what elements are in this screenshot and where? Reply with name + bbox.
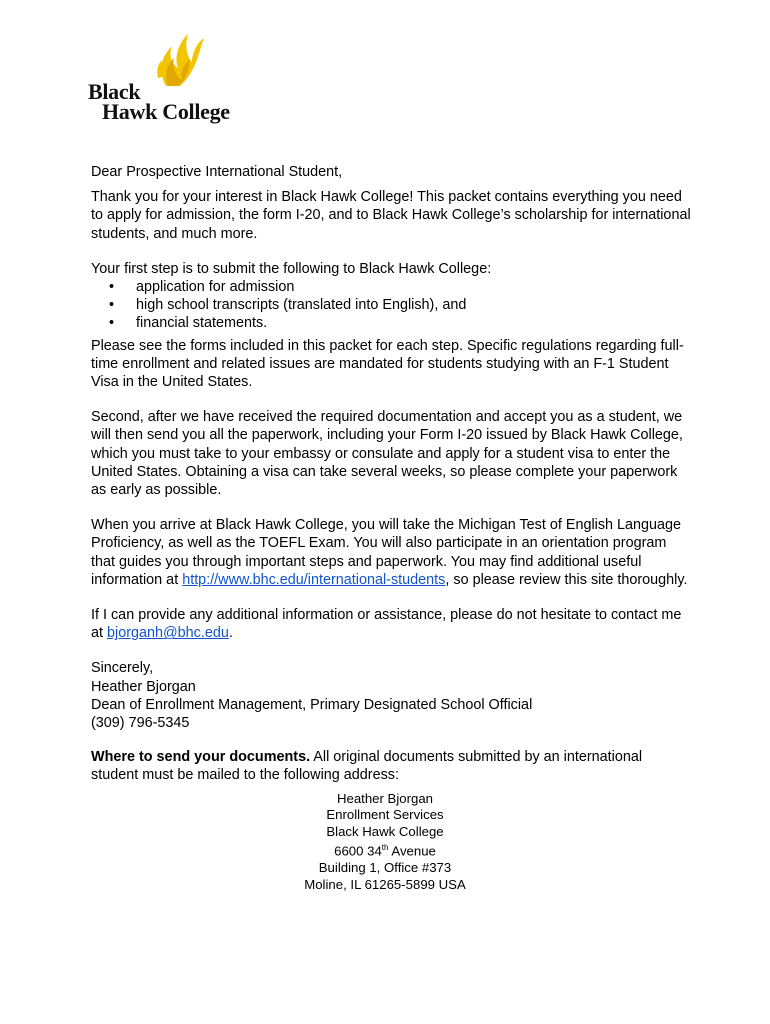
- mailing-address: [91, 791, 679, 893]
- arrival-text-end: , so please review this site thoroughly.: [445, 571, 688, 588]
- list-item: • high school transcripts (translated into English), and: [109, 296, 691, 314]
- address-building: Building 1, Office #373: [318, 860, 452, 876]
- international-students-link[interactable]: http://www.bhc.edu/international-students: [182, 571, 446, 588]
- forms-note-paragraph: Please see the forms included in this packet for each step. Specific regulations regarding full-time enrollment and related issues are mandated for students studying with an F-1 Student Visa in the United States.: [91, 337, 684, 391]
- logo-wordmark: [88, 79, 230, 124]
- address-name: Heather Bjorgan: [336, 790, 434, 806]
- street-suffix: th: [381, 843, 389, 853]
- street-name: Avenue: [388, 843, 436, 859]
- arrival-text: When you arrive at Black Hawk College, you will take the Michigan Test of English Language Proficiency, as well as the TOEFL Exam. You will also participate in an orientation program that guides you through important steps and paperwork. You may find additional useful information at: [91, 517, 682, 588]
- send-text: All original documents submitted by an international student must be mailed to the following address:: [91, 749, 643, 784]
- arrival-paragraph: [91, 516, 691, 589]
- address-city: Moline, IL 61265-5899 USA: [304, 876, 466, 892]
- second-step-paragraph: Second, after we have received the required documentation and accept you as a student, we will then send you all the paperwork, including your Form I-20 issued by Black Hawk College, which you must take to your embassy or consulate and apply for a student visa to enter the United States. Obtaining a visa can take several weeks, so please complete your paperwork as early as possible.: [91, 409, 683, 499]
- address-street: [91, 840, 679, 860]
- list-item: • financial statements.: [109, 314, 691, 332]
- steps-list: [91, 278, 691, 333]
- signer-title: Dean of Enrollment Management, Primary Designated School Official: [91, 696, 533, 713]
- address-school: Black Hawk College: [326, 823, 444, 839]
- logo-line-1: Black: [88, 79, 141, 104]
- contact-paragraph: [91, 606, 691, 642]
- email-link[interactable]: bjorganh@bhc.edu: [107, 625, 229, 642]
- contact-text-end: .: [228, 625, 233, 642]
- signer-phone: (309) 796-5345: [91, 715, 190, 732]
- closing: Sincerely,: [91, 660, 154, 677]
- college-logo: [88, 28, 238, 132]
- address-dept: Enrollment Services: [326, 807, 444, 823]
- letter-body: [91, 163, 691, 893]
- signature-block: [91, 659, 691, 732]
- signer-name: Heather Bjorgan: [91, 678, 196, 695]
- send-paragraph: [91, 748, 691, 784]
- street-number: 6600 34: [334, 843, 382, 859]
- send-heading: Where to send your documents.: [91, 749, 311, 766]
- logo-line-2: Hawk College: [102, 99, 230, 124]
- contact-text: If I can provide any additional information or assistance, please do not hesitate to contact me at: [91, 607, 682, 642]
- intro-paragraph: Thank you for your interest in Black Hawk College! This packet contains everything you need to apply for admission, the form I-20, and to Black Hawk College’s scholarship for international students, and much more.: [91, 189, 691, 242]
- first-step-paragraph: Your first step is to submit the following to Black Hawk College:: [91, 260, 492, 277]
- list-item: • application for admission: [109, 278, 691, 296]
- greeting: Dear Prospective International Student,: [91, 164, 343, 180]
